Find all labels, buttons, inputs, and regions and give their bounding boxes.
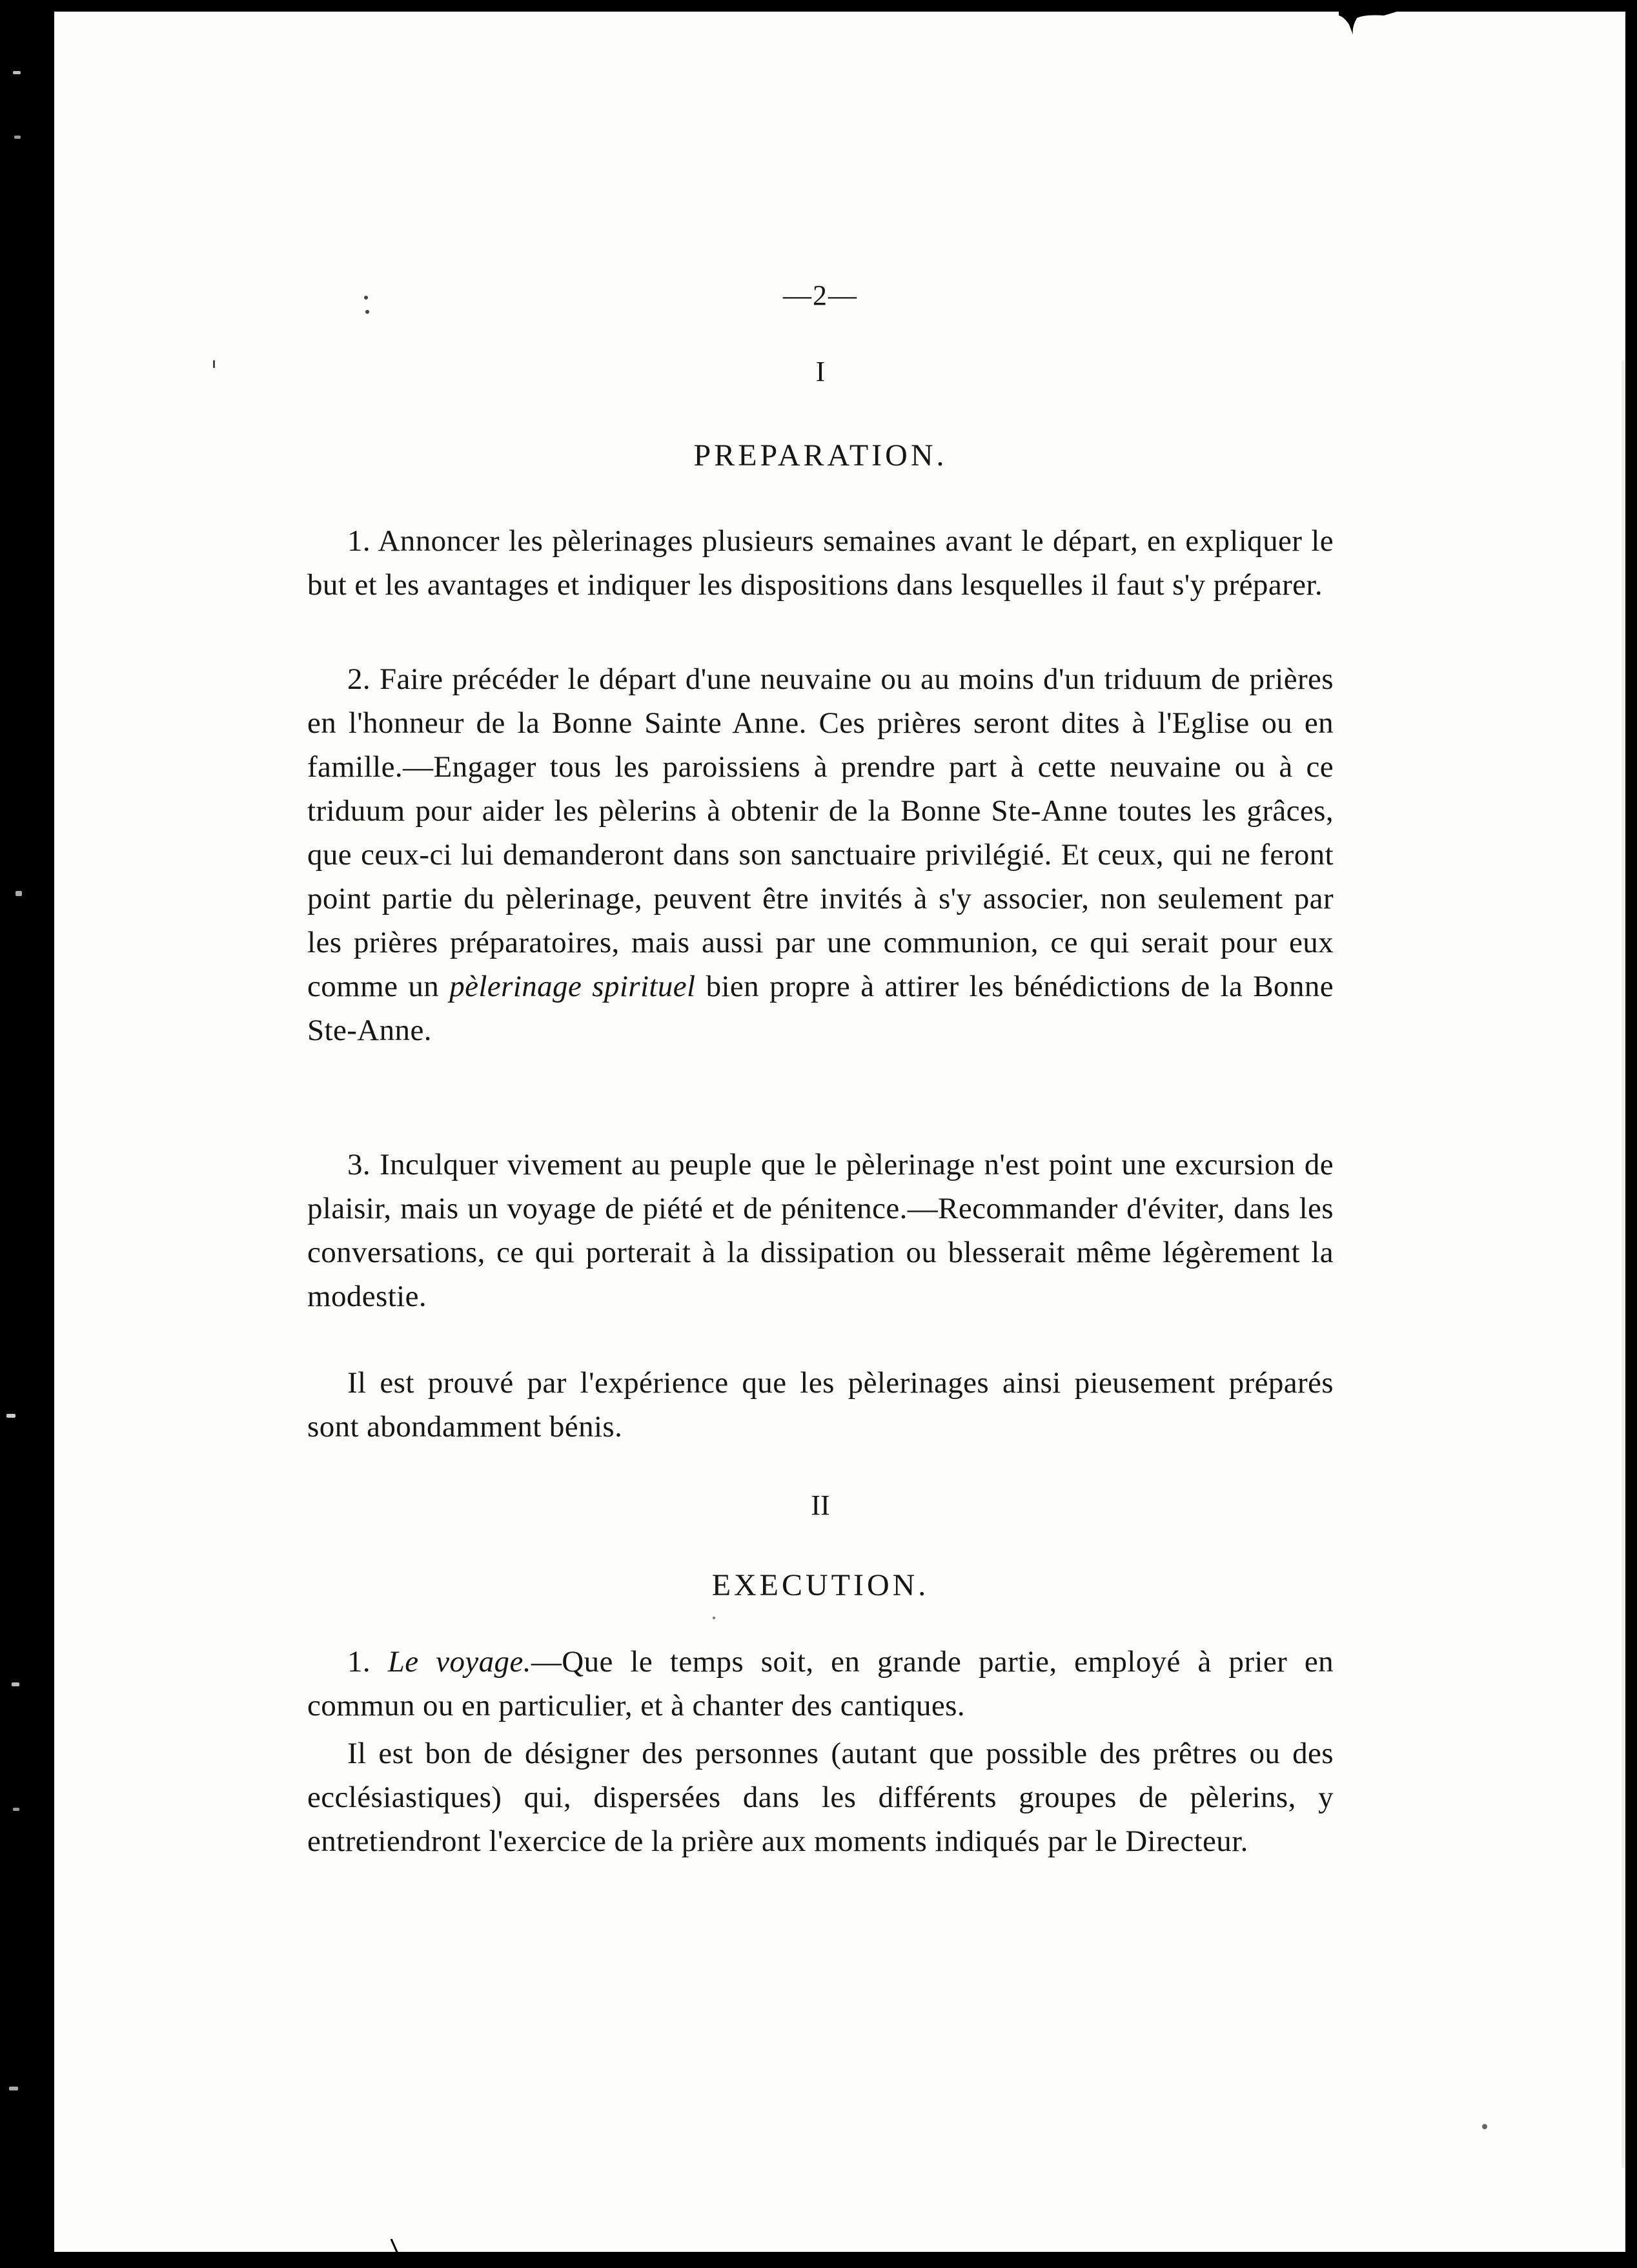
paragraph <box>307 1640 1334 1728</box>
paragraph <box>307 657 1334 1052</box>
italic-phrase: pèlerinage spirituel <box>449 970 696 1003</box>
speck <box>713 1617 715 1619</box>
crease-mark <box>390 2239 416 2265</box>
scan-edge-mark <box>13 71 21 74</box>
paragraph-text: 2. Faire précéder le départ d'une neuvaine ou au moins d'un triduum de prières en l'honneur de la Bonne Sainte Anne. Ces prières seront dites à l'Eglise ou en famille.—Engager tous les paroissiens à prendre part à cette neuvaine ou à ce triduum pour aider les pèlerins à obtenir de la Bonne Ste-Anne toutes les grâces, que ceux-ci lui demanderont dans son sanctuaire privilégié. Et ceux, qui ne feront point partie du pèlerinage, peuvent être invités à s'y associer, non seulement par les prières préparatoires, mais aussi par une communion, ce qui serait pour eux comme un <box>307 662 1334 1003</box>
scan-edge-mark <box>9 2087 18 2090</box>
section-numeral: II <box>811 1489 830 1521</box>
paragraph-text: 1. <box>347 1645 371 1679</box>
scan-edge-mark <box>6 1414 15 1418</box>
section-heading: EXECUTION. <box>711 1568 930 1602</box>
speck <box>1482 2124 1487 2129</box>
page-edge-shadow <box>1622 360 1625 2168</box>
ink-smudge <box>1339 12 1397 37</box>
paragraph-text: bien propre à attirer les bénédictions de la Bonne Ste-Anne. <box>307 970 1334 1047</box>
section-heading: PREPARATION. <box>693 438 948 473</box>
scanned-page <box>54 12 1625 2252</box>
scan-edge-mark <box>12 1682 19 1686</box>
page-number: —2— <box>783 280 858 311</box>
scan-edge-mark <box>14 136 21 139</box>
scan-edge-mark <box>15 891 22 896</box>
speck <box>213 360 215 368</box>
paragraph: Il est prouvé par l'expérience que les pèlerinages ainsi pieusement préparés sont abondamment bénis. <box>307 1366 1334 1444</box>
paragraph-text: —Que le temps soit, en grande partie, employé à prier en commun ou en particulier, et à chanter des cantiques. <box>307 1645 1334 1722</box>
section-numeral: I <box>815 356 826 387</box>
paragraph: 1. Annoncer les pèlerinages plusieurs semaines avant le départ, en expliquer le but et les avantages et indiquer les dispositions dans lesquelles il faut s'y préparer. <box>307 524 1334 602</box>
italic-phrase: Le voyage. <box>387 1645 531 1679</box>
paragraph: Il est bon de désigner des personnes (autant que possible des prêtres ou des ecclésiastiques) qui, dispersées dans les différents groupes de pèlerins, y entretiendront l'exercice de la prière aux moments indiqués par le Directeur. <box>307 1737 1334 1858</box>
paragraph: 3. Inculquer vivement au peuple que le pèlerinage n'est point une excursion de plaisir, mais un voyage de piété et de pénitence.—Recommander d'éviter, dans les conversations, ce qui porterait à la dissipation ou blesserait même légèrement la modestie. <box>307 1148 1334 1313</box>
scan-edge-mark <box>13 1808 19 1811</box>
